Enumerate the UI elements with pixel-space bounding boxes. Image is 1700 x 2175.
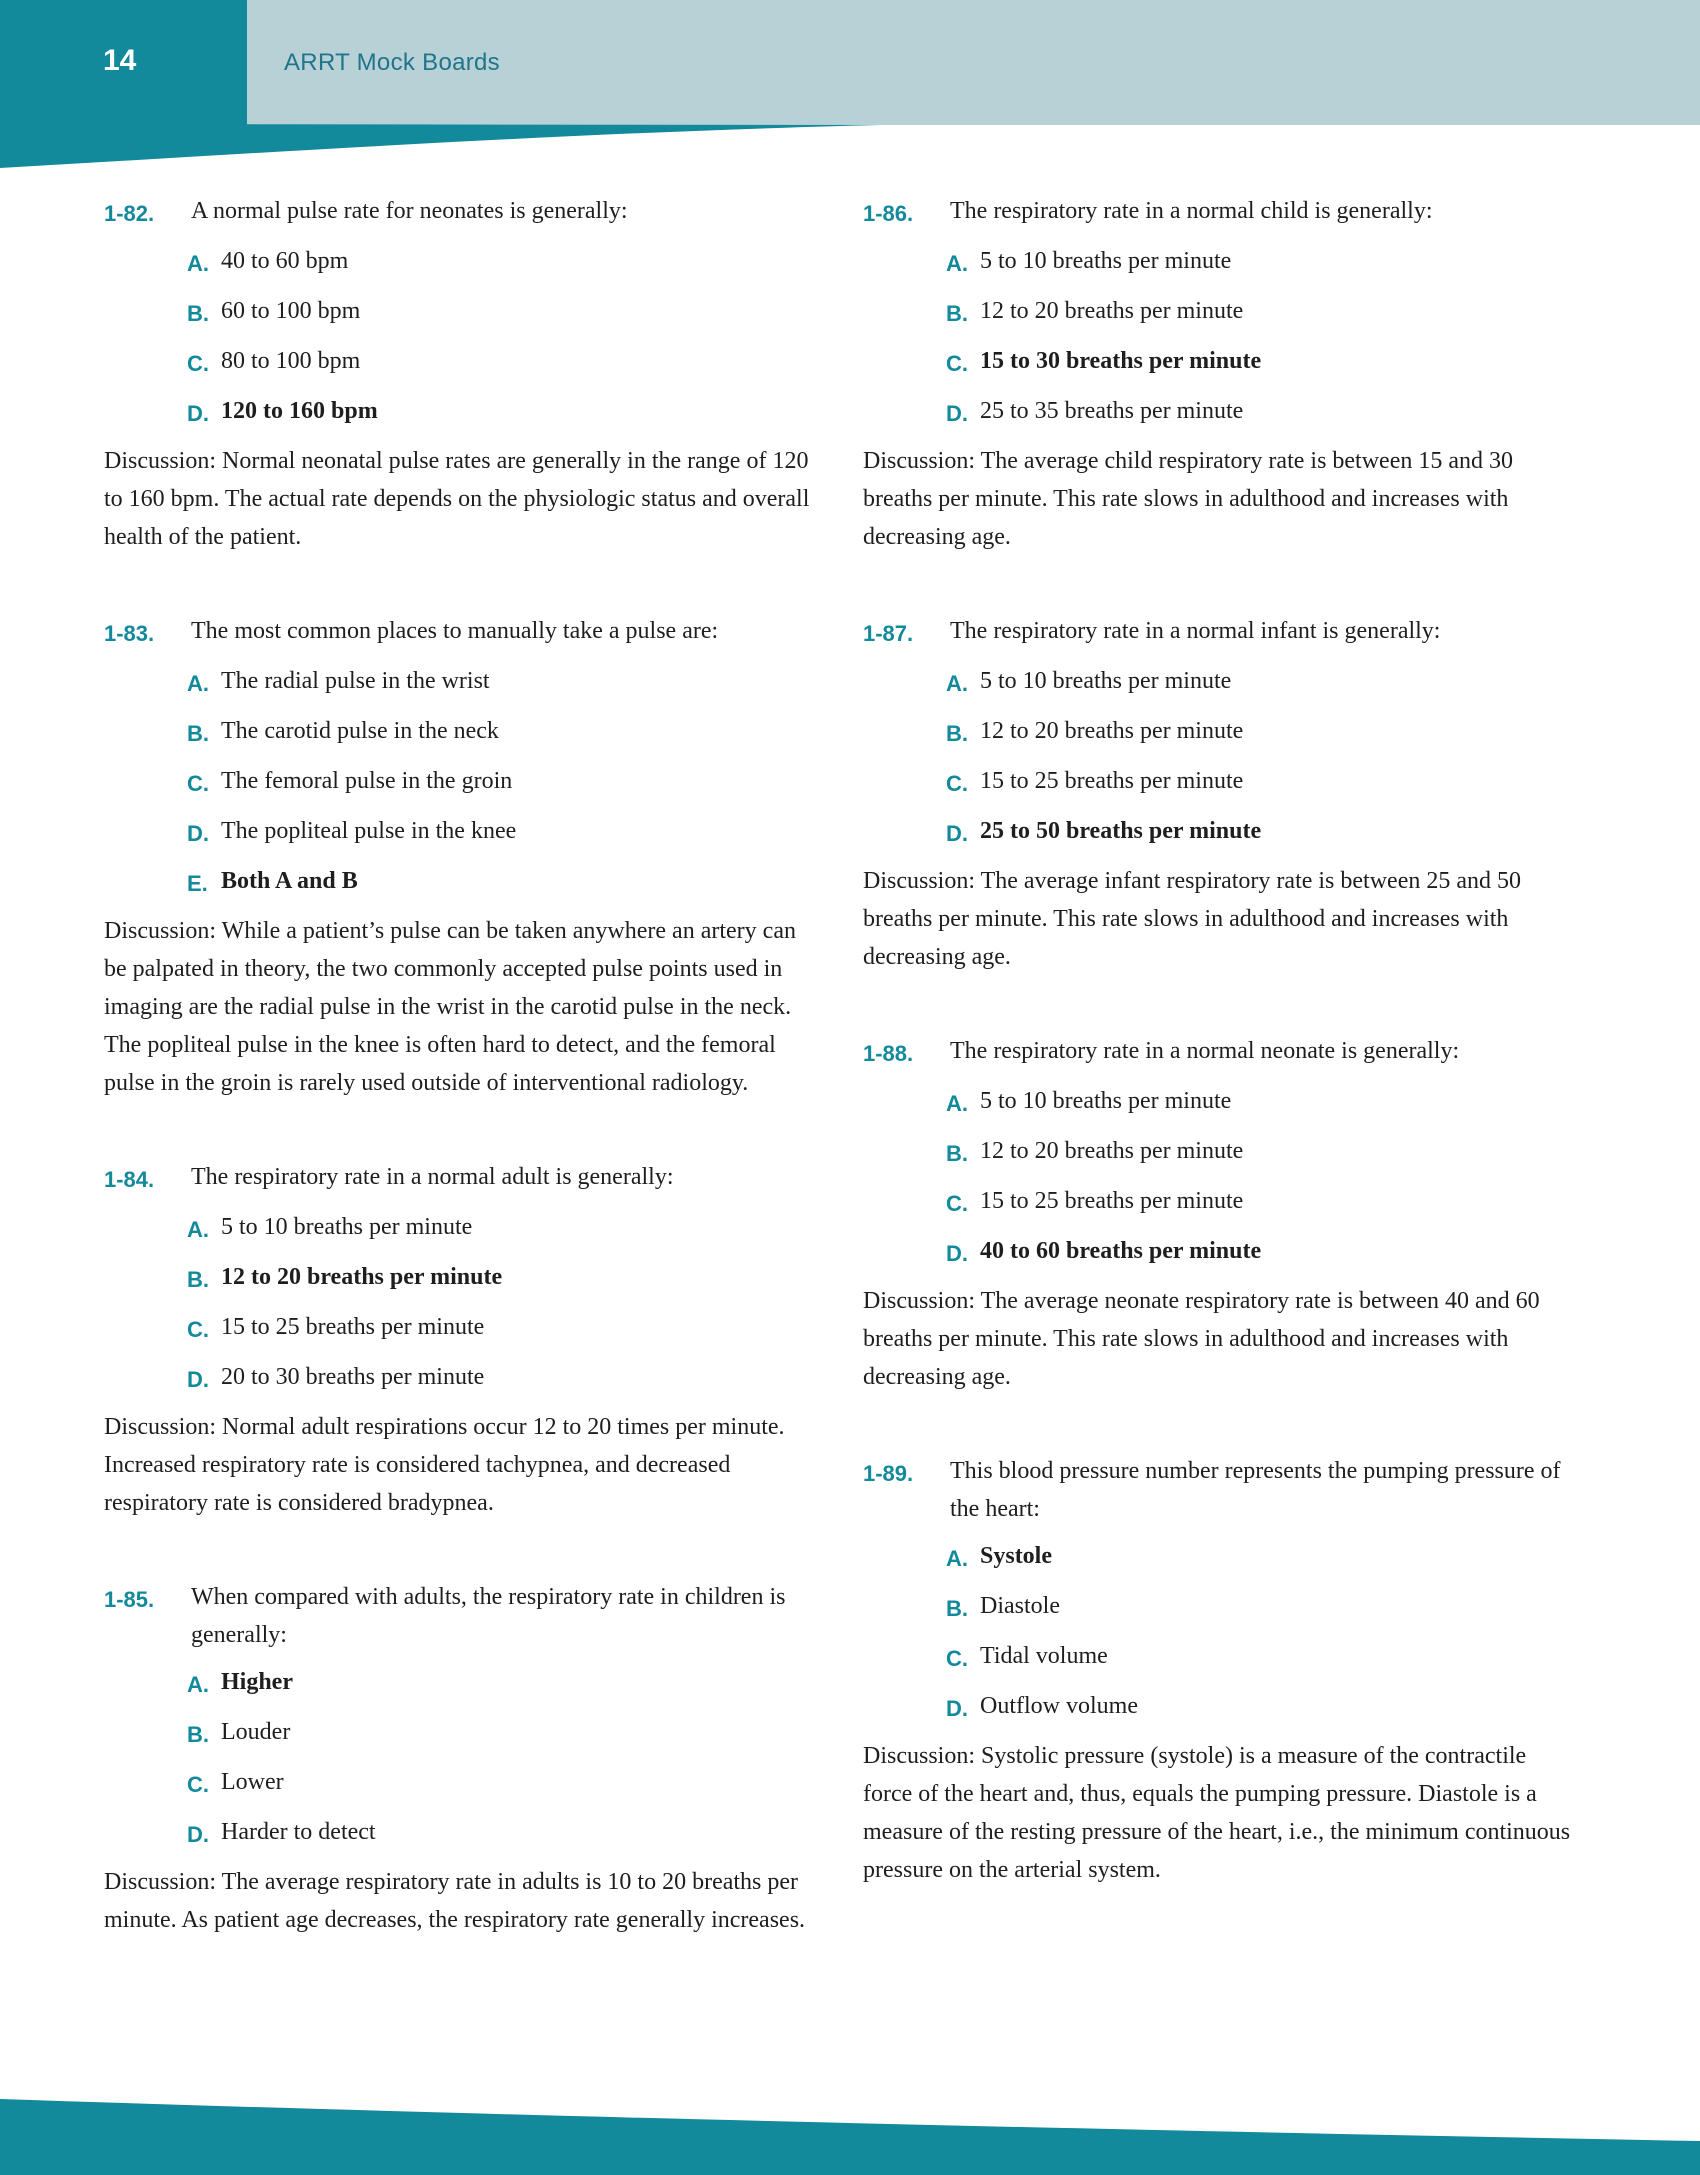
column-left [104,192,816,1995]
answer-option [187,1763,816,1804]
discussion-text: Discussion: The average child respiratory rate is between 15 and 30 breaths per minute. This rate slows in adulthood and increases with decreasing age. [863,448,1514,550]
question-text: The respiratory rate in a normal neonate is generally: [950,1038,1460,1064]
option-text: 25 to 35 breaths per minute [980,398,1244,424]
answer-option [187,1713,816,1754]
question-block [863,612,1574,976]
option-letter: C. [946,771,968,796]
option-letter: B. [187,1267,209,1292]
answer-option [946,762,1574,803]
answer-option [187,1813,816,1854]
question-block [104,1158,816,1522]
question-text: The respiratory rate in a normal adult is generally: [191,1164,674,1190]
answer-option [187,342,816,383]
option-text: 40 to 60 breaths per minute [980,1238,1262,1264]
question-block [104,192,816,556]
answer-option [187,392,816,433]
answer-option [946,392,1574,433]
option-text: 15 to 25 breaths per minute [980,768,1244,794]
option-text: 60 to 100 bpm [221,298,361,324]
option-text: 12 to 20 breaths per minute [980,718,1244,744]
answer-option [946,812,1574,853]
option-text: 40 to 60 bpm [221,248,349,274]
footer-swoosh [0,2090,1700,2175]
option-text: 12 to 20 breaths per minute [980,1138,1244,1164]
option-text: Louder [221,1719,291,1745]
option-text: Harder to detect [221,1819,376,1845]
option-text: 12 to 20 breaths per minute [980,298,1244,324]
question-text: When compared with adults, the respiratory rate in children is generally: [191,1584,786,1648]
option-letter: B. [187,1722,209,1747]
question-block [104,612,816,1102]
answer-option [187,812,816,853]
answer-option [946,1687,1574,1728]
question-row [863,1452,1574,1528]
option-text: Both A and B [221,868,358,894]
option-text: 5 to 10 breaths per minute [980,668,1232,694]
answer-option [946,662,1574,703]
option-text: 12 to 20 breaths per minute [221,1264,503,1290]
answer-option [187,712,816,753]
option-letter: D. [946,401,968,426]
answer-option [187,1308,816,1349]
question-text: The most common places to manually take a pulse are: [191,618,719,644]
question-text: The respiratory rate in a normal child is generally: [950,198,1433,224]
question-row [863,1032,1574,1073]
options-list [187,1208,816,1399]
option-text: Outflow volume [980,1693,1138,1719]
option-letter: A. [946,251,968,276]
option-text: The carotid pulse in the neck [221,718,499,744]
answer-option [187,242,816,283]
option-letter: A. [946,1546,968,1571]
answer-option [946,1537,1574,1578]
option-letter: A. [187,1217,209,1242]
column-right [863,192,1574,1995]
question-number: 1-83. [104,621,155,646]
discussion-text: Discussion: Normal adult respirations occur 12 to 20 times per minute. Increased respiratory rate is considered tachypnea, and decreased respiratory rate is considered bradypnea. [104,1414,785,1516]
answer-option [187,1663,816,1704]
option-text: Diastole [980,1593,1060,1619]
question-number: 1-82. [104,201,155,226]
question-text: This blood pressure number represents the pumping pressure of the heart: [950,1458,1561,1522]
option-text: The femoral pulse in the groin [221,768,513,794]
header-banner [0,0,1700,185]
option-letter: B. [946,1141,968,1166]
discussion-text: Discussion: The average neonate respiratory rate is between 40 and 60 breaths per minute. This rate slows in adulthood and increases with decreasing age. [863,1288,1540,1390]
option-letter: C. [187,1317,209,1342]
option-text: 5 to 10 breaths per minute [980,1088,1232,1114]
question-text: The respiratory rate in a normal infant is generally: [950,618,1441,644]
options-list [946,1537,1574,1728]
answer-option [946,1182,1574,1223]
discussion-text: Discussion: Systolic pressure (systole) is a measure of the contractile force of the heart and, thus, equals the pumping pressure. Diastole is a measure of the resting pressure of the heart, i.e., the minimum continuous pressure on the arterial system. [863,1743,1571,1883]
discussion-text: Discussion: The average infant respiratory rate is between 25 and 50 breaths per minute. This rate slows in adulthood and increases with decreasing age. [863,868,1522,970]
option-letter: A. [187,251,209,276]
answer-option [946,1132,1574,1173]
answer-option [946,1082,1574,1123]
option-text: Systole [980,1543,1052,1569]
question-row [104,1578,816,1654]
answer-option [946,1232,1574,1273]
answer-option [946,1637,1574,1678]
question-number: 1-88. [863,1041,914,1066]
option-letter: D. [946,1696,968,1721]
question-number: 1-86. [863,201,914,226]
question-number: 1-87. [863,621,914,646]
question-block [863,1452,1574,1889]
option-text: 15 to 25 breaths per minute [980,1188,1244,1214]
options-list [946,1082,1574,1273]
option-letter: C. [187,1772,209,1797]
discussion-text: Discussion: Normal neonatal pulse rates are generally in the range of 120 to 160 bpm. The actual rate depends on the physiologic status and overall health of the patient. [104,448,810,550]
answer-option [187,1258,816,1299]
question-row [104,612,816,653]
question-row [104,192,816,233]
answer-option [187,1208,816,1249]
option-text: 25 to 50 breaths per minute [980,818,1262,844]
question-row [863,612,1574,653]
question-number: 1-84. [104,1167,155,1192]
option-letter: A. [187,1672,209,1697]
options-list [187,1663,816,1854]
option-text: 80 to 100 bpm [221,348,361,374]
answer-option [946,242,1574,283]
option-text: Lower [221,1769,284,1795]
option-text: 5 to 10 breaths per minute [980,248,1232,274]
discussion-text: Discussion: The average respiratory rate in adults is 10 to 20 breaths per minute. As patient age decreases, the respiratory rate generally increases. [104,1869,806,1933]
header-title: ARRT Mock Boards [284,49,500,76]
option-letter: D. [187,821,209,846]
option-letter: B. [187,301,209,326]
option-text: 5 to 10 breaths per minute [221,1214,473,1240]
option-letter: A. [946,671,968,696]
answer-option [187,662,816,703]
option-letter: D. [187,1367,209,1392]
question-row [863,192,1574,233]
option-letter: C. [187,351,209,376]
option-letter: C. [946,1191,968,1216]
option-letter: B. [946,1596,968,1621]
options-list [946,242,1574,433]
option-letter: B. [187,721,209,746]
option-letter: D. [187,1822,209,1847]
answer-option [946,712,1574,753]
answer-option [187,862,816,903]
option-letter: E. [187,871,208,896]
options-list [187,242,816,433]
options-list [946,662,1574,853]
option-letter: B. [946,301,968,326]
option-letter: C. [946,1646,968,1671]
option-letter: C. [946,351,968,376]
option-text: 15 to 25 breaths per minute [221,1314,485,1340]
answer-option [187,762,816,803]
question-block [863,192,1574,556]
option-letter: D. [946,821,968,846]
option-text: The popliteal pulse in the knee [221,818,517,844]
question-block [104,1578,816,1939]
answer-option [187,1358,816,1399]
options-list [187,662,816,903]
option-letter: C. [187,771,209,796]
option-letter: D. [187,401,209,426]
option-letter: B. [946,721,968,746]
page-number: 14 [103,44,137,77]
option-text: The radial pulse in the wrist [221,668,490,694]
answer-option [187,292,816,333]
discussion-text: Discussion: While a patient’s pulse can be taken anywhere an artery can be palpated in theory, the two commonly accepted pulse points used in imaging are the radial pulse in the wrist in the carotid pulse in the neck. The popliteal pulse in the knee is often hard to detect, and the femoral pulse in the groin is rarely used outside of interventional radiology. [104,918,796,1096]
option-letter: D. [946,1241,968,1266]
question-row [104,1158,816,1199]
option-text: 120 to 160 bpm [221,398,378,424]
question-text: A normal pulse rate for neonates is generally: [191,198,628,224]
option-text: 15 to 30 breaths per minute [980,348,1262,374]
option-text: Higher [221,1669,293,1695]
question-block [863,1032,1574,1396]
option-text: 20 to 30 breaths per minute [221,1364,485,1390]
answer-option [946,1587,1574,1628]
option-letter: A. [946,1091,968,1116]
option-letter: A. [187,671,209,696]
option-text: Tidal volume [980,1643,1108,1669]
question-number: 1-89. [863,1461,914,1486]
question-number: 1-85. [104,1587,155,1612]
question-columns [104,192,1574,1995]
answer-option [946,342,1574,383]
answer-option [946,292,1574,333]
